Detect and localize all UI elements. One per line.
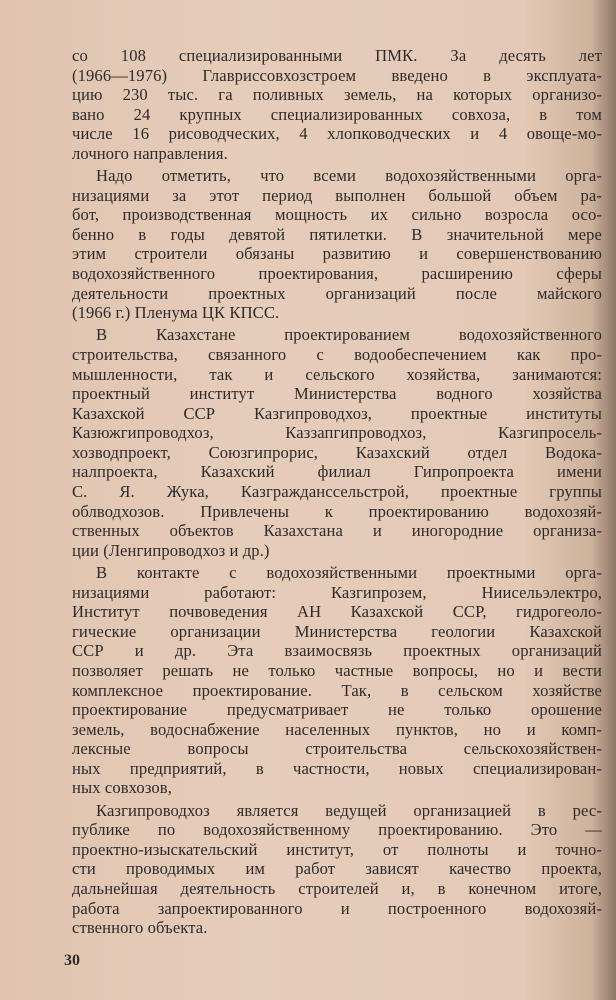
paragraph	[72, 46, 602, 164]
paragraph	[72, 325, 602, 560]
page-number: 30	[64, 952, 80, 969]
text-line: ции (Ленгипроводхоз и др.)	[72, 540, 270, 560]
text-line: проектирование предусматривает не только орошение	[72, 700, 602, 720]
text-line: ных предприятий, в частности, новых специализирован-	[72, 758, 602, 778]
text-line: низациями работают: Казгипрозем, Ниисельэлектро,	[72, 582, 602, 602]
text-line: лексные вопросы строительства сельскохозяйствен-	[72, 739, 602, 759]
text-line: вано 24 крупных специализированных совхоза, в том	[72, 104, 602, 124]
text-line: В контакте с водохозяйственными проектными орга-	[96, 562, 602, 582]
paragraph	[72, 801, 602, 938]
text-line: лочного направления.	[72, 143, 228, 163]
text-line: бот, производственная мощность их сильно возросла осо-	[72, 205, 602, 225]
text-line: проектно-изыскательский институт, от полноты и точно-	[72, 839, 602, 859]
text-line: ных совхозов,	[72, 778, 172, 798]
text-line: публике по водохозяйственному проектированию. Это —	[72, 820, 602, 840]
text-line: облводхозов. Привлечены к проектированию водохозяй-	[72, 501, 602, 521]
text-line: со 108 специализированными ПМК. За десять лет	[72, 46, 602, 65]
text-line: Институт почвоведения АН Казахской ССР, гидрогеоло-	[72, 602, 602, 622]
text-line: сти проводимых им работ зависят качество проекта,	[72, 859, 602, 879]
text-line: числе 16 рисоводческих, 4 хлопководческих и 4 овоще-мо-	[72, 124, 602, 144]
text-line: этим строители обязаны развитию и совершенствованию	[72, 244, 602, 264]
paragraph	[72, 563, 602, 798]
text-line: С. Я. Жука, Казгражданссельстрой, проектные группы	[72, 482, 602, 502]
text-line: мышленности, так и сельского хозяйства, занимаются:	[72, 364, 602, 384]
text-line: ственного объекта.	[72, 918, 208, 938]
text-line: проектный институт Министерства водного хозяйства	[72, 384, 602, 404]
text-line: (1966 г.) Пленума ЦК КПСС.	[72, 303, 280, 323]
text-line: строительства, связанного с водообеспечением как про-	[72, 344, 602, 364]
text-line: хозводпроект, Союзгипрорис, Казахский отдел Водока-	[72, 442, 602, 462]
text-line: (1966—1976) Главриссовхозстроем введено в эксплуата-	[72, 65, 602, 85]
text-line: Казгипроводхоз является ведущей организацией в рес-	[96, 800, 602, 820]
text-line: гические организации Министерства геологии Казахской	[72, 621, 602, 641]
text-line: Казюжгипроводхоз, Каззапгипроводхоз, Казгипросель-	[72, 423, 602, 443]
text-line: позволяет решать не только частные вопросы, но и вести	[72, 660, 602, 680]
text-line: налпроекта, Казахский филиал Гипропроекта имени	[72, 462, 602, 482]
text-line: комплексное проектирование. Так, в сельском хозяйстве	[72, 680, 602, 700]
text-line: Казахской ССР Казгипроводхоз, проектные институты	[72, 403, 602, 423]
text-line: бенно в годы девятой пятилетки. В значительной мере	[72, 224, 602, 244]
text-line: ственных объектов Казахстана и иногородние организа-	[72, 521, 602, 541]
text-line: ССР и др. Эта взаимосвязь проектных организаций	[72, 641, 602, 661]
text-line: земель, водоснабжение населенных пунктов, но и комп-	[72, 719, 602, 739]
text-line: работа запроектированного и построенного водохозяй-	[72, 898, 602, 918]
text-line: В Казахстане проектированием водохозяйственного	[96, 325, 602, 345]
page-body-text	[72, 46, 602, 940]
text-line: деятельности проектных организаций после майского	[72, 283, 602, 303]
text-line: водохозяйственного проектирования, расширению сферы	[72, 264, 602, 284]
text-line: низациями за этот период выполнен большой объем ра-	[72, 185, 602, 205]
text-line: дальнейшая деятельность строителей и, в конечном итоге,	[72, 878, 602, 898]
text-line: Надо отметить, что всеми водохозяйственными орга-	[96, 166, 602, 186]
text-line: цию 230 тыс. га поливных земель, на которых организо-	[72, 85, 602, 105]
paragraph	[72, 166, 602, 323]
